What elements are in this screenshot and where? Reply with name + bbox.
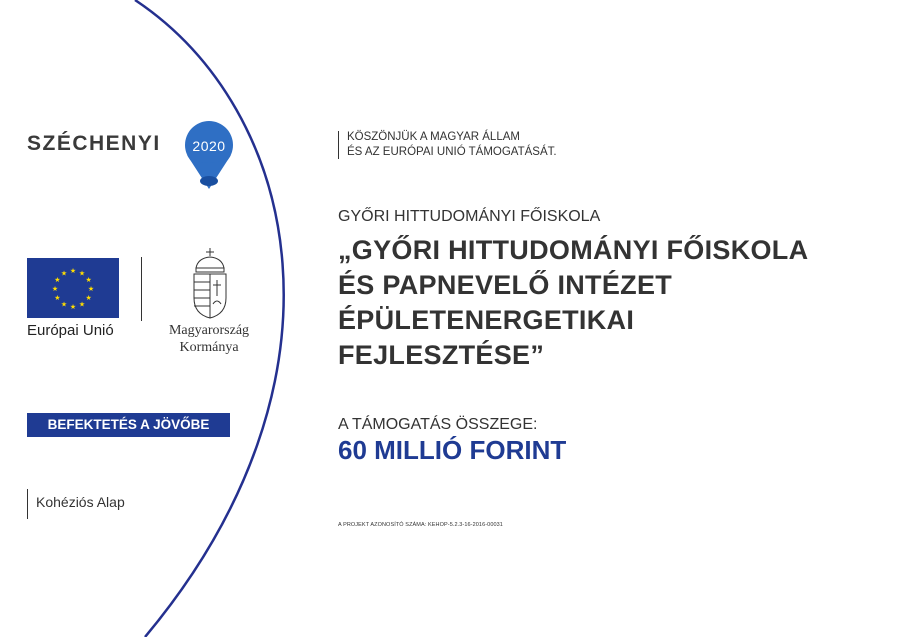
svg-text:★: ★ [78,269,86,278]
support-amount: 60 MILLIÓ FORINT [338,435,567,465]
project-id: A PROJEKT AZONOSÍTÓ SZÁMA: KEHOP-5.2.3-16-2016-00031 [338,522,503,528]
eu-label: Európai Unió [27,322,114,339]
project-title: „GYŐRI HITTUDOMÁNYI FŐISKOLA ÉS PAPNEVELŐ INTÉZET ÉPÜLETENERGETIKAI FEJLESZTÉSE” [338,235,808,370]
szechenyi-wordmark: SZÉCHENYI [27,132,161,155]
svg-text:★: ★ [54,294,61,302]
szechenyi-year: 2020 [192,138,226,154]
svg-text:★: ★ [85,294,92,302]
logo-divider [141,257,142,321]
svg-text:★: ★ [87,285,95,293]
fund-divider [27,489,28,519]
institution-name: GYŐRI HITTUDOMÁNYI FŐISKOLA [338,208,601,225]
svg-text:★: ★ [51,285,59,293]
svg-text:★: ★ [60,269,68,278]
government-label [152,322,266,356]
thanks-line2: ÉS AZ EURÓPAI UNIÓ TÁMOGATÁSÁT. [347,146,557,158]
government-line2: Kormánya [179,340,239,355]
svg-text:★: ★ [85,276,92,284]
government-line1: Magyarország [168,323,250,338]
thanks-divider [338,131,339,159]
svg-text:★: ★ [78,300,86,309]
svg-text:★: ★ [54,276,61,284]
eu-flag-icon [27,258,119,318]
thanks-note [347,130,557,160]
svg-text:★: ★ [60,300,68,309]
svg-text:★: ★ [69,303,77,311]
svg-text:★: ★ [69,267,77,275]
invest-in-future-badge: BEFEKTETÉS A JÖVŐBE [27,413,230,437]
fund-label: Kohéziós Alap [36,494,125,510]
hungarian-crest-icon [186,248,234,320]
szechenyi-pin-icon [182,121,236,193]
support-label: A TÁMOGATÁS ÖSSZEGE: [338,416,538,433]
thanks-line1: KÖSZÖNJÜK A MAGYAR ÁLLAM [347,131,520,143]
